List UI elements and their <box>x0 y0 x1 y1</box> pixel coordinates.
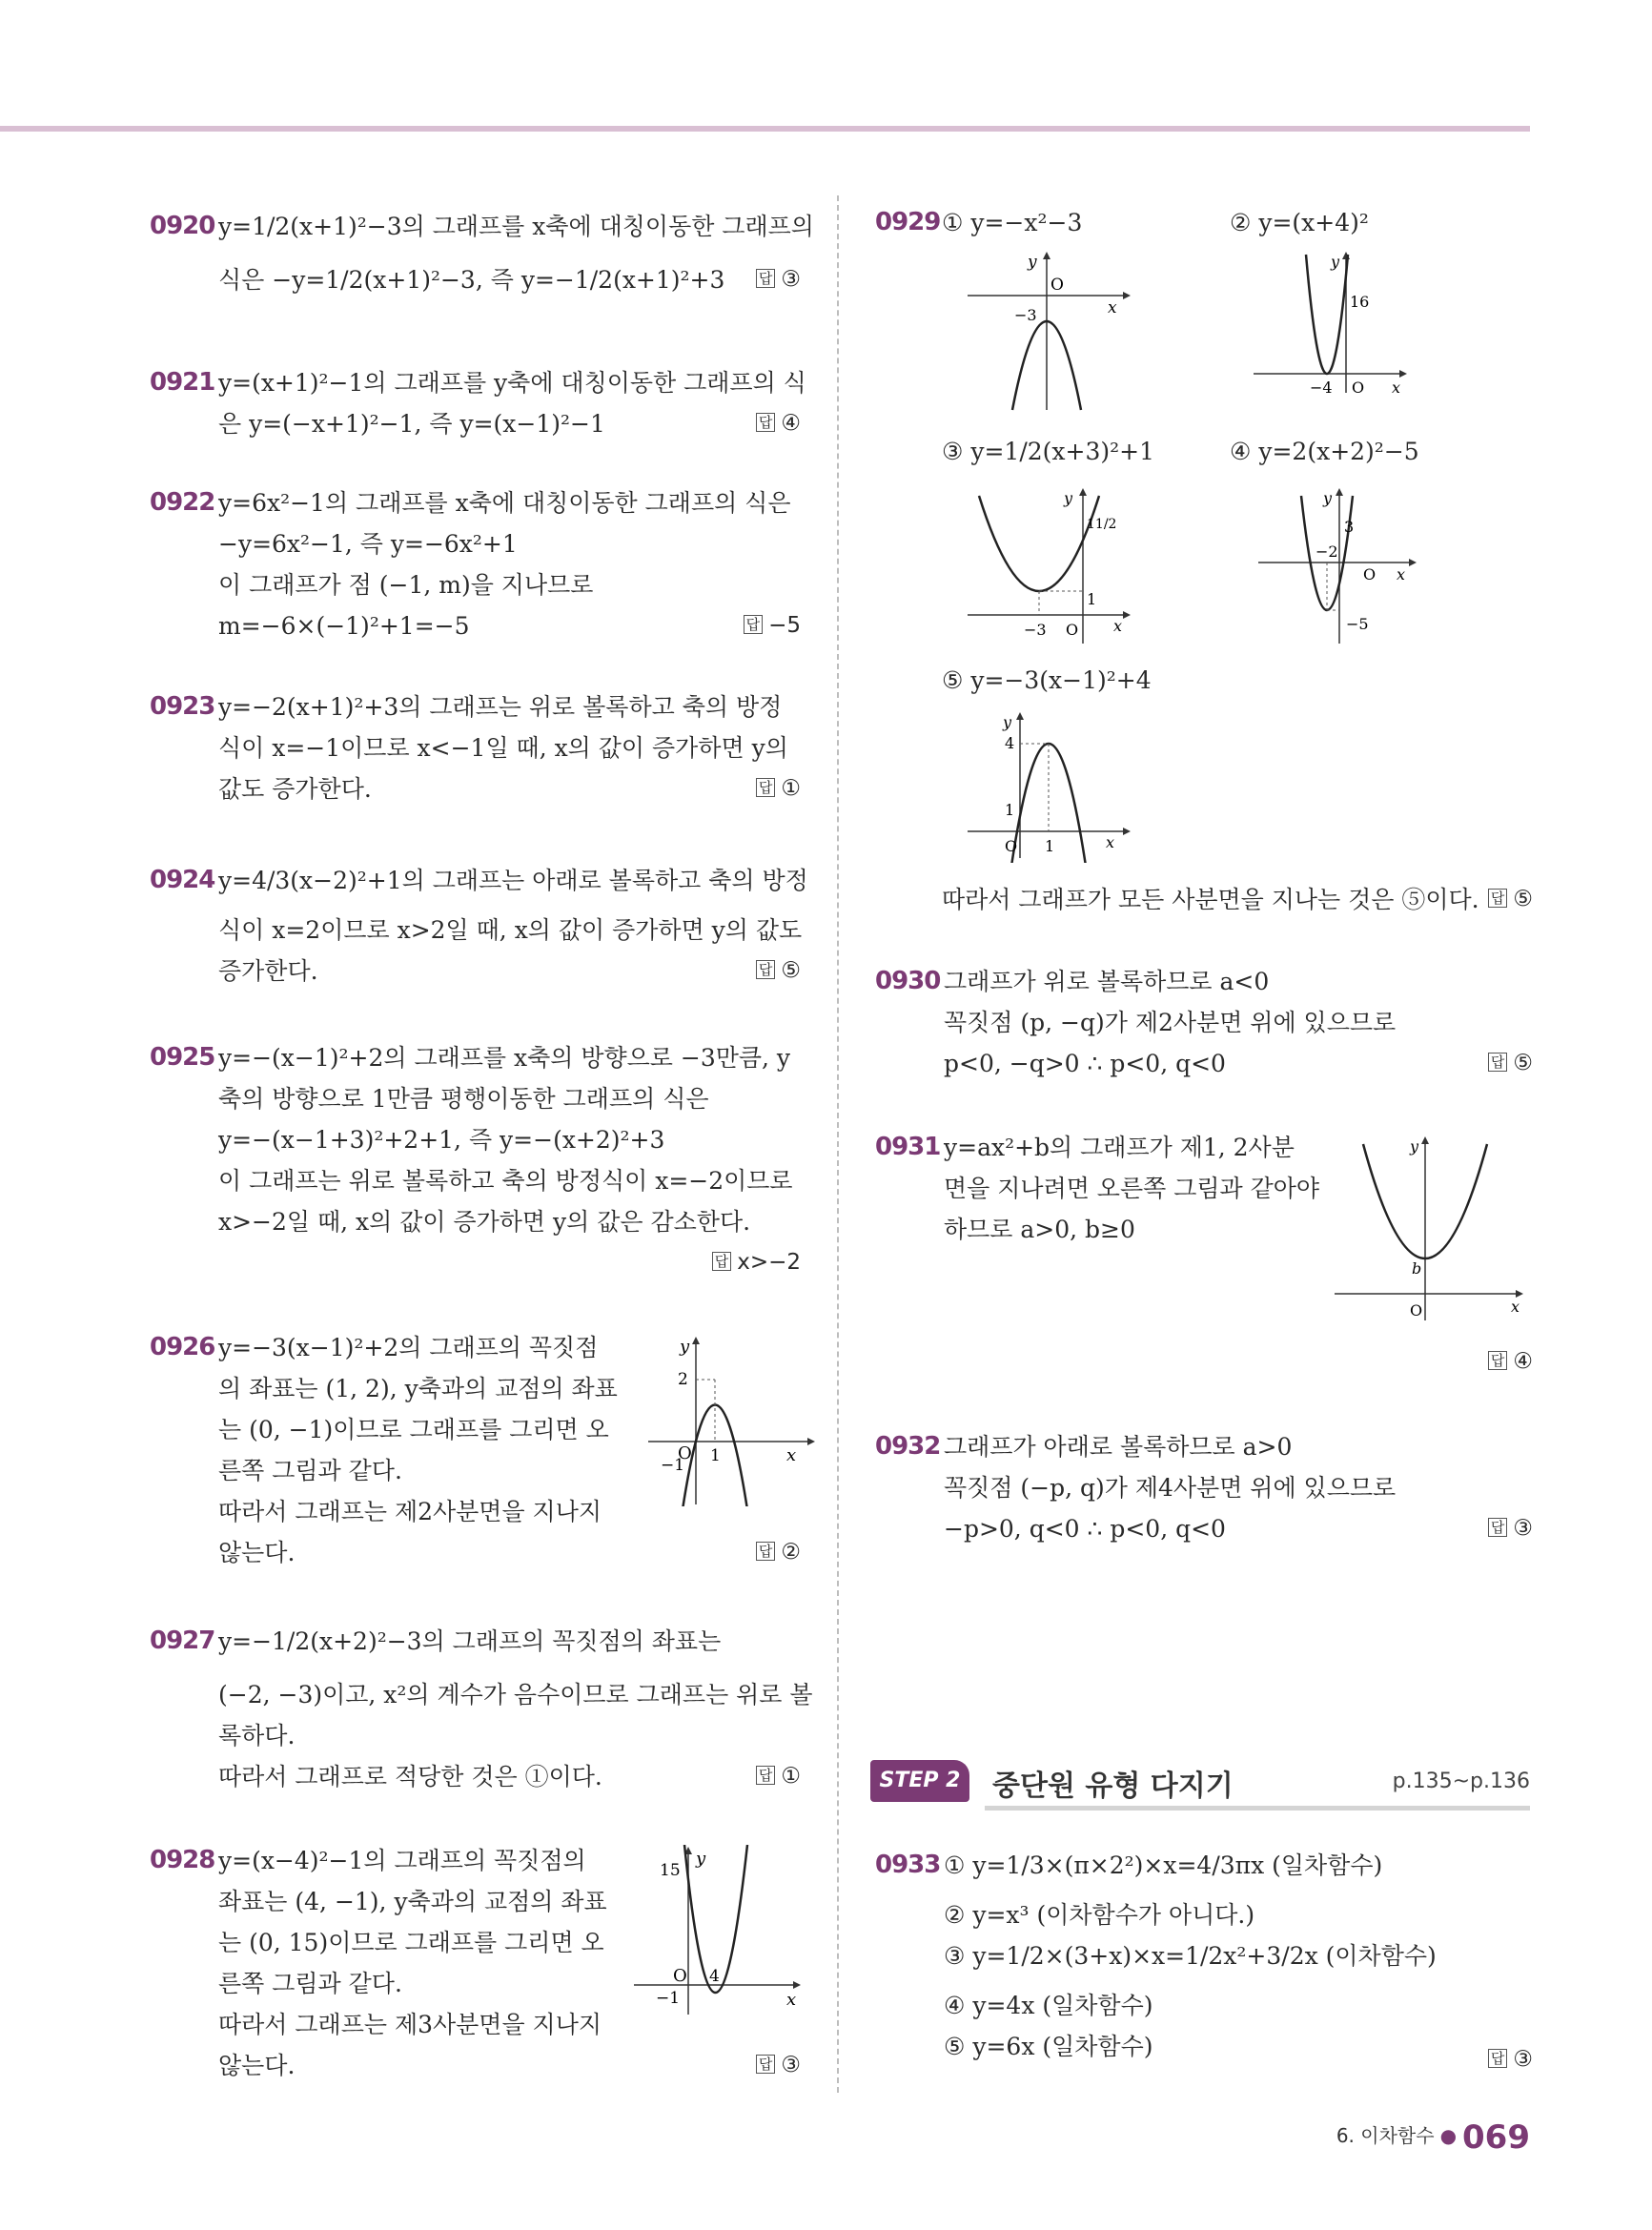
step-badge: STEP 2 <box>870 1760 969 1802</box>
problem-number: 0930 <box>875 967 941 995</box>
axis-y-label: y <box>1003 713 1012 731</box>
answer: 답 x>−2 <box>712 1242 801 1283</box>
solution-line: 식이 x=−1이므로 x<−1일 때, x의 값이 증가하면 y의 <box>218 734 788 762</box>
problem-number: 0928 <box>150 1846 215 1874</box>
problem-number: 0933 <box>875 1851 941 1879</box>
solution-line: p<0, −q>0 ∴ p<0, q<0 <box>944 1050 1226 1077</box>
answer: 답 ③ <box>756 2045 801 2086</box>
bullet-icon: ● <box>1439 2124 1458 2147</box>
answer: 답 ① <box>756 1756 801 1797</box>
vertex-x-label: 1 <box>1045 837 1055 855</box>
problem-number: 0924 <box>150 866 215 894</box>
axis-x-label: x <box>1397 565 1406 583</box>
solution-line: y=4/3(x−2)²+1의 그래프는 아래로 볼록하고 축의 방정 <box>218 867 808 894</box>
problem-number: 0932 <box>875 1432 941 1461</box>
origin-label: O <box>1050 276 1064 295</box>
solution-line: y=6x²−1의 그래프를 x축에 대칭이동한 그래프의 식은 <box>218 489 791 517</box>
answer: 답 ① <box>756 768 801 809</box>
problem-0927 <box>150 1621 813 1802</box>
problem-0933 <box>875 1845 1533 2093</box>
solution-line: y=1/2(x+1)²−3의 그래프를 x축에 대칭이동한 그래프의 <box>218 213 814 240</box>
solution-line: 이 그래프가 점 (−1, m)을 지나므로 <box>218 571 594 599</box>
solution-line: 록하다. <box>218 1722 296 1749</box>
solution-line: 면을 지나려면 오른쪽 그림과 같아야 <box>944 1175 1320 1202</box>
problem-number: 0931 <box>875 1133 941 1161</box>
column-divider <box>837 195 839 2093</box>
option-5: ⑤ y=−3(x−1)²+4 <box>942 666 1152 694</box>
solution-line: 은 y=(−x+1)²−1, 즉 y=(x−1)²−1 <box>218 410 605 438</box>
solution-line: x>−2일 때, x의 값이 증가하면 y의 값은 감소한다. <box>218 1208 751 1236</box>
intercept-label: 11/2 <box>1087 517 1117 532</box>
solution-line: 축의 방향으로 1만큼 평행이동한 그래프의 식은 <box>218 1085 709 1113</box>
solution-line: ① y=1/3×(π×2²)×x=4/3πx (일차함수) <box>944 1852 1383 1879</box>
solution-line: 는 (0, 15)이므로 그래프를 그리면 오 <box>218 1929 604 1956</box>
problem-number: 0920 <box>150 212 215 240</box>
option-1: ① y=−x²−3 <box>942 209 1083 236</box>
solution-line: 식은 −y=1/2(x+1)²−3, 즉 y=−1/2(x+1)²+3 <box>218 266 725 294</box>
solution-line: m=−6×(−1)²+1=−5 <box>218 612 470 640</box>
origin-label: O <box>1066 621 1079 639</box>
vertex-y-label: −1 <box>656 1989 681 2008</box>
problem-0920 <box>150 206 814 320</box>
solution-line: 따라서 그래프는 제3사분면을 지나지 <box>218 2011 602 2038</box>
problem-0922 <box>150 482 801 654</box>
answer: 답 ④ <box>756 403 801 444</box>
axis-y-label: y <box>680 1337 690 1357</box>
axis-y-label: y <box>1410 1137 1419 1156</box>
solution-line: y=−(x−1)²+2의 그래프를 x축의 방향으로 −3만큼, y <box>218 1044 791 1072</box>
solution-line: 꼭짓점 (−p, q)가 제4사분면 위에 있으므로 <box>944 1474 1397 1502</box>
answer: 답 −5 <box>744 605 801 646</box>
vertex-y-label: 1 <box>1087 590 1097 608</box>
axis-y-label: y <box>1064 489 1073 507</box>
intercept-label: 1 <box>1005 801 1015 819</box>
graph-option-4 <box>1249 486 1420 648</box>
intercept-label: 3 <box>1344 518 1355 536</box>
vertex-y-label: −5 <box>1346 615 1369 633</box>
solution-line: 값도 증가한다. <box>218 775 372 803</box>
problem-number: 0923 <box>150 692 215 721</box>
problem-number: 0929 <box>875 208 941 236</box>
problem-number: 0922 <box>150 488 215 517</box>
solution-line: 하므로 a>0, b≥0 <box>944 1216 1135 1243</box>
solution-line: y=−2(x+1)²+3의 그래프는 위로 볼록하고 축의 방정 <box>218 693 783 721</box>
origin-label: O <box>1363 565 1377 583</box>
solution-line: 따라서 그래프로 적당한 것은 ①이다. <box>218 1763 602 1790</box>
answer: 답 ③ <box>1488 2039 1533 2080</box>
solution-line: ③ y=1/2×(3+x)×x=1/2x²+3/2x (이차함수) <box>944 1942 1437 1970</box>
axis-x-label: x <box>1392 378 1401 397</box>
problem-0932 <box>875 1426 1533 1555</box>
vertex-x-label: 4 <box>709 1967 720 1986</box>
origin-label: O <box>1410 1301 1423 1320</box>
solution-line: y=(x−4)²−1의 그래프의 꼭짓점의 <box>218 1847 586 1874</box>
solution-line: 이 그래프는 위로 볼록하고 축의 방정식이 x=−2이므로 <box>218 1167 793 1195</box>
problem-number: 0927 <box>150 1626 215 1655</box>
axis-y-label: y <box>1028 253 1037 272</box>
problem-0925 <box>150 1037 801 1285</box>
axis-x-label: x <box>1106 833 1115 851</box>
solution-line: 않는다. <box>218 1539 296 1566</box>
solution-line: y=−(x−1+3)²+2+1, 즉 y=−(x+2)²+3 <box>218 1126 665 1154</box>
axis-x-label: x <box>1108 298 1117 317</box>
solution-line: y=−1/2(x+2)²−3의 그래프의 꼭짓점의 좌표는 <box>218 1627 722 1655</box>
origin-label: O <box>1005 837 1018 855</box>
solution-line: 따라서 그래프는 제2사분면을 지나지 <box>218 1498 602 1525</box>
problem-0924 <box>150 860 808 993</box>
solution-line: 는 (0, −1)이므로 그래프를 그리면 오 <box>218 1416 609 1443</box>
solution-line: 식이 x=2이므로 x>2일 때, x의 값이 증가하면 y의 값도 <box>218 916 803 944</box>
vertex-y-label: 4 <box>1005 734 1015 752</box>
graph-option-1 <box>963 250 1134 412</box>
page-number: 069 <box>1462 2118 1530 2157</box>
vertex-x-label: 1 <box>710 1446 721 1465</box>
axis-x-label: x <box>786 1445 797 1465</box>
solution-line: 그래프가 아래로 볼록하므로 a>0 <box>944 1433 1293 1461</box>
axis-x-label: x <box>1113 617 1123 635</box>
solution-line: y=ax²+b의 그래프가 제1, 2사분 <box>944 1134 1295 1161</box>
origin-label: O <box>678 1443 692 1463</box>
axis-y-label: y <box>1331 253 1340 271</box>
intercept-label: 15 <box>660 1861 681 1880</box>
solution-line: 의 좌표는 (1, 2), y축과의 교점의 좌표 <box>218 1375 618 1402</box>
intercept-label: −1 <box>661 1456 685 1475</box>
answer: 답 ⑤ <box>756 951 801 992</box>
graph-0926 <box>643 1335 815 1506</box>
solution-line: 꼭짓점 (p, −q)가 제2사분면 위에 있으므로 <box>944 1009 1397 1036</box>
solution-line: 그래프가 위로 볼록하므로 a<0 <box>944 968 1270 995</box>
step-header <box>870 1752 1530 1810</box>
option-2: ② y=(x+4)² <box>1230 209 1369 236</box>
solution-line: −y=6x²−1, 즉 y=−6x²+1 <box>218 530 518 558</box>
origin-label: O <box>1352 378 1365 397</box>
solution-line: 좌표는 (4, −1), y축과의 교점의 좌표 <box>218 1888 607 1915</box>
graph-0931 <box>1330 1135 1530 1325</box>
problem-0930 <box>875 961 1533 1090</box>
answer: 답 ③ <box>1488 1508 1533 1549</box>
intercept-label: b <box>1412 1259 1422 1278</box>
option-4: ④ y=2(x+2)²−5 <box>1230 438 1419 465</box>
problem-number: 0926 <box>150 1333 215 1361</box>
axis-y-label: y <box>696 1849 706 1869</box>
problem-0921 <box>150 362 806 448</box>
solution-line: 증가한다. <box>218 957 318 985</box>
page-footer <box>1336 2118 1530 2157</box>
solution-line: y=(x+1)²−1의 그래프를 y축에 대칭이동한 그래프의 식 <box>218 369 806 397</box>
solution-line: ④ y=4x (일차함수) <box>944 1992 1153 2019</box>
axis-y-label: y <box>1323 489 1333 507</box>
step-underline <box>985 1806 1530 1811</box>
axis-x-label: x <box>1511 1298 1520 1316</box>
step-pages: p.135~p.136 <box>1392 1770 1530 1793</box>
vertex-y-label: 2 <box>678 1370 688 1389</box>
intercept-label: 16 <box>1350 293 1370 311</box>
solution-line: ⑤ y=6x (일차함수) <box>944 2033 1153 2060</box>
solution-line: 른쪽 그림과 같다. <box>218 1457 402 1484</box>
solution-line: 않는다. <box>218 2052 296 2079</box>
solution-line: y=−3(x−1)²+2의 그래프의 꼭짓점 <box>218 1334 599 1361</box>
graph-option-5 <box>963 710 1134 863</box>
option-3: ③ y=1/2(x+3)²+1 <box>942 438 1154 465</box>
conclusion: 따라서 그래프가 모든 사분면을 지나는 것은 ⑤이다. <box>942 886 1479 913</box>
solution-line: −p>0, q<0 ∴ p<0, q<0 <box>944 1515 1226 1543</box>
solution-line: ② y=x³ (이차함수가 아니다.) <box>944 1901 1255 1929</box>
step-title: 중단원 유형 다지기 <box>992 1770 1234 1803</box>
answer: 답 ③ <box>756 259 801 300</box>
intercept-label: −3 <box>1014 306 1037 324</box>
answer: 답 ④ <box>1488 1341 1533 1382</box>
vertex-x-label: −2 <box>1315 542 1338 561</box>
problem-number: 0925 <box>150 1043 215 1072</box>
solution-line: 른쪽 그림과 같다. <box>218 1970 402 1997</box>
origin-label: O <box>673 1966 687 1986</box>
chapter-label: 6. 이차함수 <box>1336 2124 1435 2147</box>
graph-option-2 <box>1249 250 1411 402</box>
header-bar <box>0 126 1530 132</box>
problem-number: 0921 <box>150 368 215 397</box>
answer: 답 ⑤ <box>1488 1043 1533 1084</box>
answer: 답 ⑤ <box>1488 879 1533 920</box>
vertex-x-label: −3 <box>1024 621 1047 639</box>
graph-0928 <box>629 1845 806 2021</box>
graph-option-3 <box>963 486 1134 648</box>
problem-0923 <box>150 686 801 815</box>
axis-x-label: x <box>786 1990 797 2010</box>
vertex-x-label: −4 <box>1310 378 1333 397</box>
solution-line: (−2, −3)이고, x²의 계수가 음수이므로 그래프는 위로 볼 <box>218 1681 813 1708</box>
answer: 답 ② <box>756 1532 801 1573</box>
